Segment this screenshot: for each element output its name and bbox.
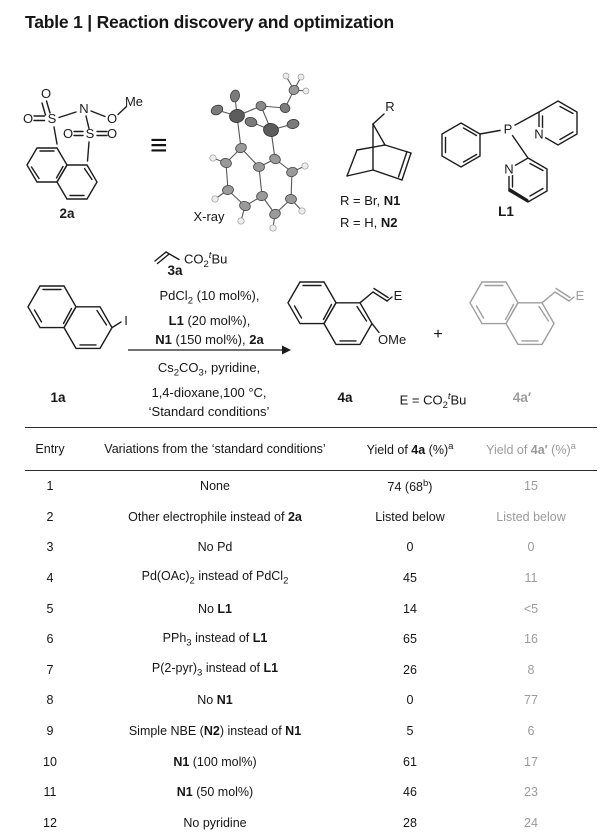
structure-4a-prime [452,268,604,378]
atom-label: OMe [378,332,407,347]
table-row [25,716,597,747]
condition-line: ‘Standard conditions’ [148,403,270,419]
structure-2a-label: 2a [59,206,75,221]
cell-entry: 5 [46,601,54,616]
cell-yield-4a-prime: <5 [523,601,539,616]
ligand-label: L1 [498,204,514,219]
atom-label: E [575,288,585,303]
cell-entry: 10 [43,754,57,769]
acrylate-formula: $CO_2^tBu$ [184,250,228,270]
table-row [25,563,597,594]
nbe-definition-line1: R = Br, N1 [340,193,401,208]
structure-4a [278,268,413,378]
equivalence-icon: ≡ [150,129,168,162]
atom-label: O [106,126,118,141]
header-entry: Entry [35,442,65,456]
cell-entry: 2 [46,509,54,524]
cell-yield-4a: Listed below [375,509,445,524]
structure-l1 [423,85,605,207]
acrylate-label: 3a [167,263,183,278]
condition-line: $Cs_2CO_3$, pyridine, [157,360,261,379]
table-row [25,593,597,624]
cell-yield-4a-prime: 11 [524,571,538,586]
atom-label: S [47,111,57,126]
atom-label: I [124,313,128,328]
optimization-table [25,427,597,838]
header-variation: Variations from the ‘standard conditions’ [104,442,326,456]
atom-label: N [504,161,514,177]
condition-line: PdCl$_2$ (10 mol%), [159,288,260,307]
cell-entry: 1 [46,479,54,494]
cell-yield-4a: 26 [403,662,417,677]
structure-norbornene [333,96,423,188]
structure-2a [15,72,150,222]
cell-yield-4a: 74 (68$^b$) [387,478,433,495]
cell-yield-4a: 0 [406,540,414,555]
cell-variation: N1 (50 mol%) [176,785,254,800]
header-yield-4a-prime: Yield of 4a′ (%)$^a$ [486,440,576,458]
cell-yield-4a: 46 [403,785,417,800]
cell-variation: N1 (100 mol%) [173,754,257,769]
cell-yield-4a: 0 [406,693,414,708]
cell-yield-4a-prime: 23 [524,785,538,800]
cell-yield-4a-prime: 15 [524,479,538,494]
cell-yield-4a-prime: 8 [527,662,535,677]
conditions-above [127,286,292,349]
atom-label: O [22,111,34,126]
cell-yield-4a-prime: 24 [524,815,538,830]
table-row [25,532,597,563]
cell-variation: $P(2-pyr)_3$ instead of L1 [151,661,279,679]
cell-yield-4a: 65 [403,632,417,647]
table-row [25,746,597,777]
substrate-label: 1a [50,390,66,405]
cell-entry: 3 [46,540,54,555]
condition-line: L1 (20 mol%), [168,312,251,328]
table-row [25,624,597,655]
table-row [25,655,597,686]
cell-variation: No Pd [197,540,233,555]
table-row [25,808,597,839]
nbe-definition-line2: R = H, N2 [340,215,398,230]
cell-yield-4a-prime: Listed below [496,509,566,524]
atom-label: E [393,288,403,303]
atom-label: O [106,111,118,126]
cell-variation: Other electrophile instead of 2a [128,509,302,524]
atom-label: P [503,121,513,137]
header-yield-4a: Yield of 4a (%)$^a$ [366,440,454,458]
cell-variation: No L1 [197,601,233,616]
cell-yield-4a-prime: 17 [524,754,538,769]
cell-variation: No N1 [197,693,233,708]
atom-label: O [62,126,74,141]
cell-yield-4a: 5 [406,724,414,739]
cell-entry: 12 [43,815,57,830]
cell-yield-4a: 28 [403,815,417,830]
cell-variation: No pyridine [183,815,247,830]
table-row [25,685,597,716]
product-label: 4a [337,390,353,405]
conditions-below [118,358,300,421]
condition-line: 1,4-dioxane,100 °C, [151,384,267,400]
table-title: Table 1 | Reaction discovery and optimization [25,12,394,32]
cell-entry: 4 [46,571,54,586]
cell-yield-4a-prime: 6 [527,724,535,739]
cell-yield-4a: 45 [403,571,417,586]
reaction-arrow [128,344,292,356]
cell-yield-4a: 14 [403,601,417,616]
cell-yield-4a-prime: 77 [524,693,538,708]
cell-yield-4a-prime: 16 [524,632,538,647]
condition-line: N1 (150 mol%), 2a [155,331,264,347]
structure-1a [18,272,133,392]
cell-entry: 7 [46,662,54,677]
table-row [25,471,597,502]
atom-label: O [40,86,52,101]
cell-entry: 6 [46,632,54,647]
cell-variation: Simple NBE (N2) instead of N1 [128,724,302,739]
xray-label: X-ray [193,209,225,224]
atom-label: R [385,99,395,114]
cell-entry: 9 [46,724,54,739]
cell-yield-4a: 61 [403,754,417,769]
cell-entry: 11 [43,785,57,800]
table-row [25,777,597,808]
cell-variation: None [200,479,230,494]
cell-variation: PPh$_3$ instead of L1 [162,630,268,649]
plus-sign: + [433,326,443,343]
table-header-row [25,427,597,471]
atom-label: N [534,126,544,142]
table-row [25,502,597,533]
byproduct-label: 4a′ [512,390,532,405]
atom-label: Me [124,94,144,109]
atom-label: S [85,126,95,141]
cell-variation: $Pd(OAc)_2$ instead of PdCl$_2$ [141,569,289,587]
cell-entry: 8 [46,693,54,708]
cell-yield-4a-prime: 0 [527,540,535,555]
atom-label: N [79,101,89,116]
e-group-definition: $E = CO_2^tBu$ [399,391,467,411]
